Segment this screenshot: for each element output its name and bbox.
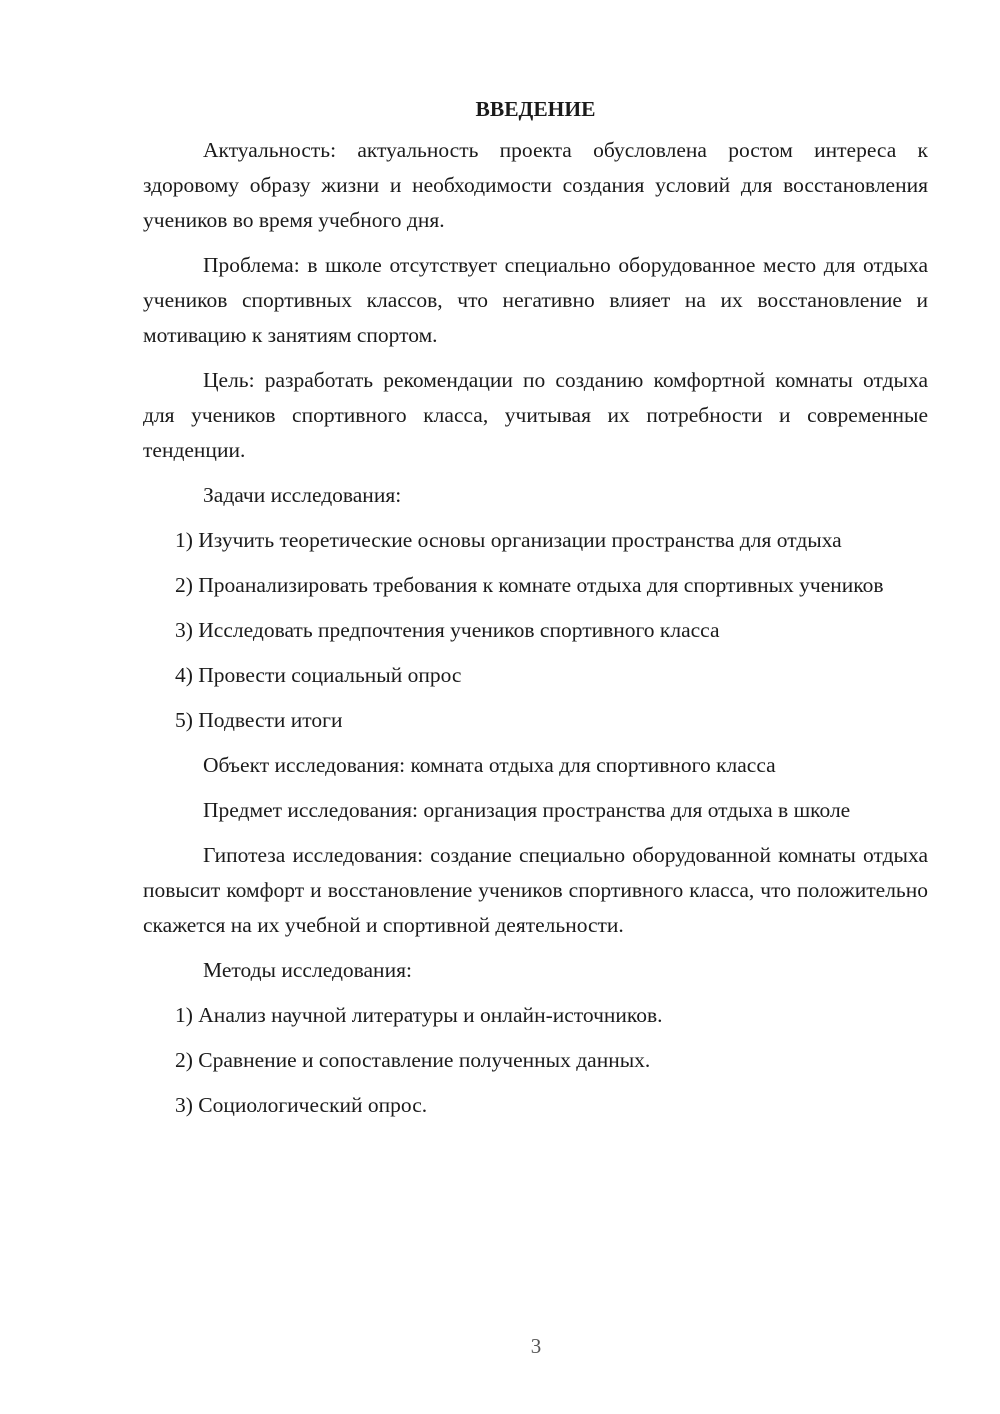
subject-paragraph: Предмет исследования: организация пространства для отдыха в школе — [203, 798, 851, 822]
object-paragraph: Объект исследования: комната отдыха для спортивного класса — [203, 753, 776, 777]
relevance-paragraph: Актуальность: актуальность проекта обусловлена ростом интереса к здоровому образу жизни и необходимости создания условий для восстановления учеников во время учебного дня. — [143, 138, 928, 232]
method-item: 3) Социологический опрос. — [175, 1093, 428, 1117]
goal-paragraph: Цель: разработать рекомендации по созданию комфортной комнаты отдыха для учеников спортивного класса, учитывая их потребности и современные тенденции. — [143, 368, 928, 462]
hypothesis-paragraph: Гипотеза исследования: создание специально оборудованной комнаты отдыха повысит комфорт и восстановление учеников спортивного класса, что положительно скажется на их учебной и спортивной деятельности. — [143, 843, 928, 937]
page-content — [143, 92, 928, 1133]
problem-paragraph: Проблема: в школе отсутствует специально оборудованное место для отдыха учеников спортивных классов, что негативно влияет на их восстановление и мотивацию к занятиям спортом. — [143, 253, 928, 347]
page-number: 3 — [530, 1334, 542, 1358]
methods-heading: Методы исследования: — [203, 958, 412, 982]
task-item: 4) Провести социальный опрос — [175, 663, 462, 687]
section-title: ВВЕДЕНИЕ — [475, 97, 596, 121]
method-item: 1) Анализ научной литературы и онлайн-источников. — [175, 1003, 663, 1027]
task-item: 5) Подвести итоги — [175, 708, 343, 732]
task-item: 3) Исследовать предпочтения учеников спортивного класса — [175, 618, 720, 642]
task-item: 2) Проанализировать требования к комнате отдыха для спортивных учеников — [175, 573, 884, 597]
tasks-heading: Задачи исследования: — [203, 483, 402, 507]
task-item: 1) Изучить теоретические основы организации пространства для отдыха — [175, 528, 842, 552]
method-item: 2) Сравнение и сопоставление полученных данных. — [175, 1048, 651, 1072]
